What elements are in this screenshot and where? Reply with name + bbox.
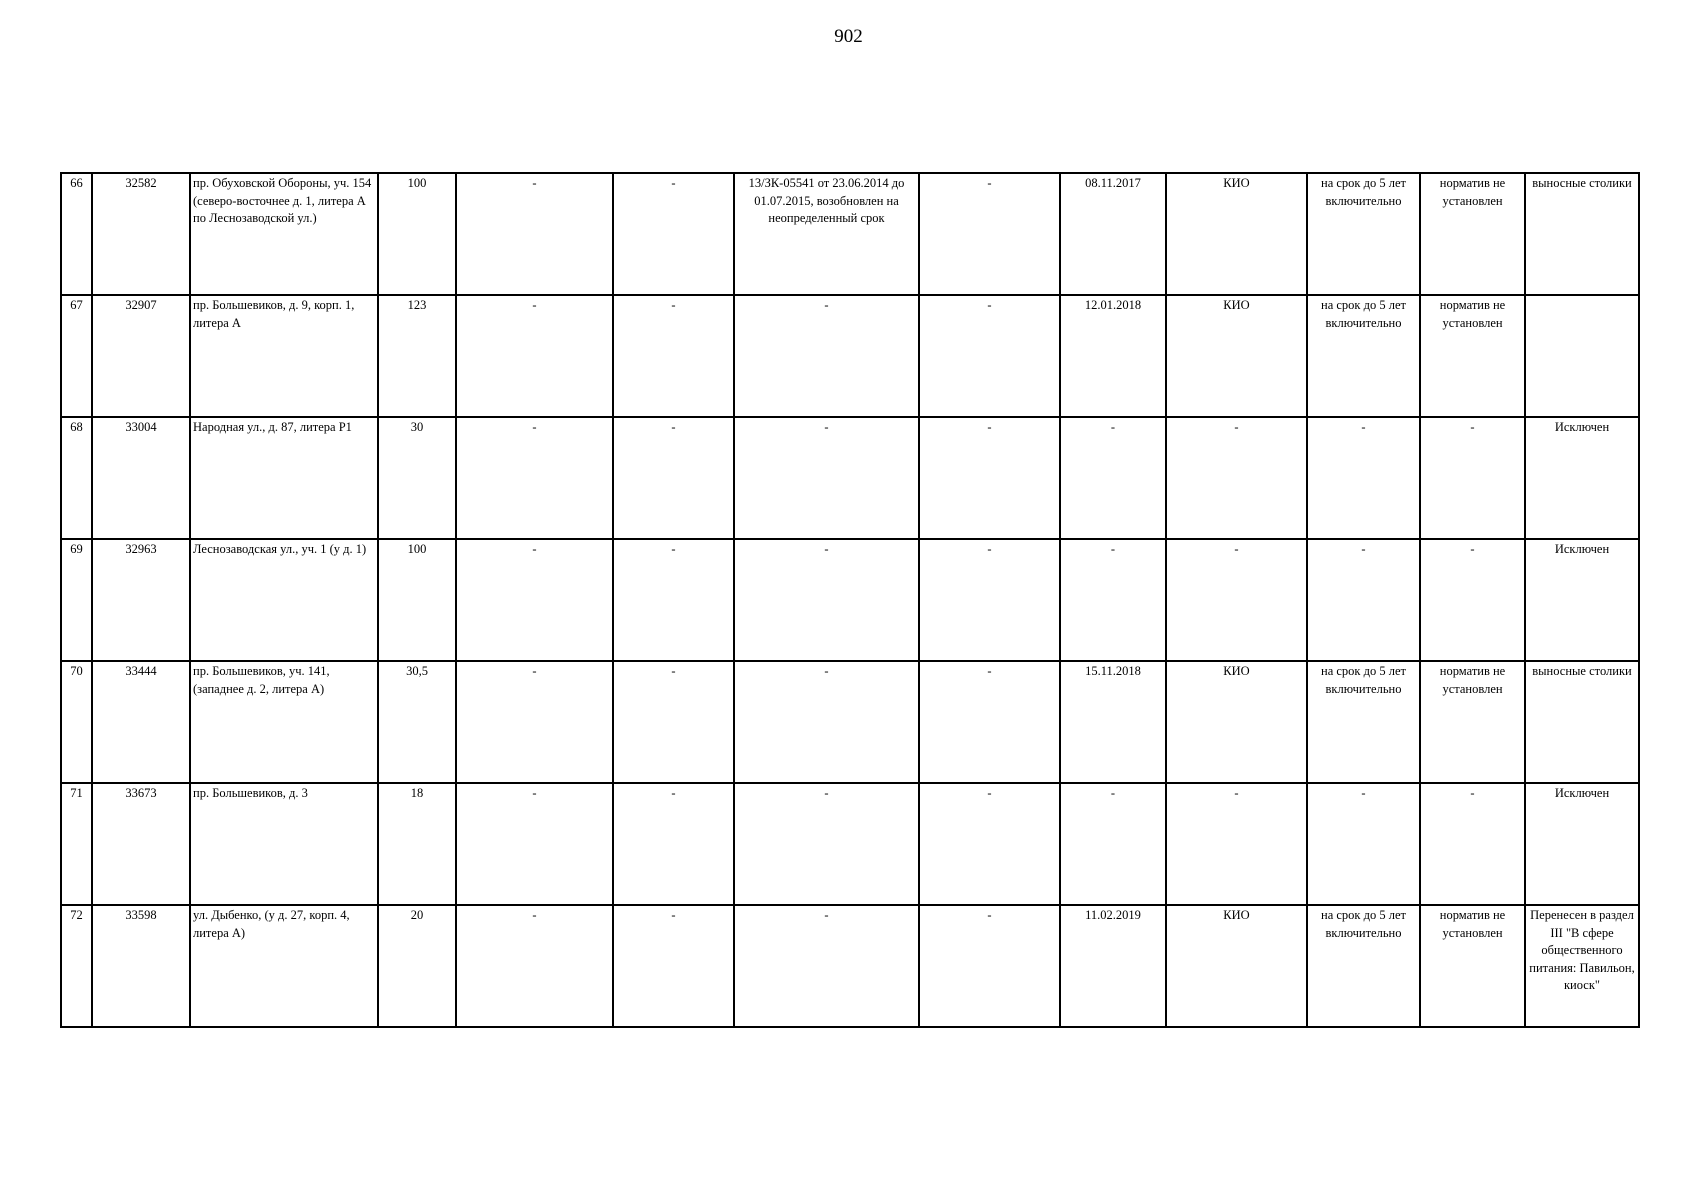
cell-date: - <box>1060 783 1166 905</box>
cell-area: 123 <box>378 295 456 417</box>
cell-note: Исключен <box>1525 783 1639 905</box>
cell-col5: - <box>456 539 613 661</box>
cell-organization: КИО <box>1166 173 1307 295</box>
cell-object-id: 32907 <box>92 295 190 417</box>
cell-object-id: 33444 <box>92 661 190 783</box>
cell-contract: 13/ЗК-05541 от 23.06.2014 до 01.07.2015, возобновлен на неопределенный срок <box>734 173 919 295</box>
cell-col6: - <box>613 539 734 661</box>
table-row <box>61 661 1639 783</box>
cell-organization: КИО <box>1166 661 1307 783</box>
cell-col8: - <box>919 417 1060 539</box>
cell-note: выносные столики <box>1525 661 1639 783</box>
cell-object-id: 32582 <box>92 173 190 295</box>
cell-col5: - <box>456 783 613 905</box>
cell-address: пр. Большевиков, уч. 141, (западнее д. 2, литера А) <box>190 661 378 783</box>
cell-area: 100 <box>378 173 456 295</box>
cell-object-id: 33004 <box>92 417 190 539</box>
cell-term: на срок до 5 лет включительно <box>1307 295 1420 417</box>
table-row <box>61 905 1639 1027</box>
cell-contract: - <box>734 295 919 417</box>
table-row <box>61 295 1639 417</box>
cell-col8: - <box>919 173 1060 295</box>
cell-row-number: 70 <box>61 661 92 783</box>
cell-address: пр. Большевиков, д. 9, корп. 1, литера А <box>190 295 378 417</box>
cell-term: на срок до 5 лет включительно <box>1307 661 1420 783</box>
cell-col6: - <box>613 295 734 417</box>
cell-contract: - <box>734 661 919 783</box>
page-number: 902 <box>834 26 863 47</box>
cell-date: 15.11.2018 <box>1060 661 1166 783</box>
cell-norm: - <box>1420 417 1525 539</box>
cell-organization: - <box>1166 417 1307 539</box>
table-body <box>61 173 1639 1027</box>
cell-norm: - <box>1420 539 1525 661</box>
cell-object-id: 33598 <box>92 905 190 1027</box>
cell-date: - <box>1060 539 1166 661</box>
cell-area: 20 <box>378 905 456 1027</box>
cell-note: Исключен <box>1525 417 1639 539</box>
cell-date: 08.11.2017 <box>1060 173 1166 295</box>
cell-col5: - <box>456 173 613 295</box>
cell-col6: - <box>613 661 734 783</box>
cell-norm: норматив не установлен <box>1420 661 1525 783</box>
cell-date: 11.02.2019 <box>1060 905 1166 1027</box>
cell-address: ул. Дыбенко, (у д. 27, корп. 4, литера А) <box>190 905 378 1027</box>
table-row <box>61 417 1639 539</box>
cell-term: на срок до 5 лет включительно <box>1307 905 1420 1027</box>
cell-organization: - <box>1166 539 1307 661</box>
table-row <box>61 173 1639 295</box>
cell-contract: - <box>734 417 919 539</box>
cell-term: на срок до 5 лет включительно <box>1307 173 1420 295</box>
cell-date: 12.01.2018 <box>1060 295 1166 417</box>
cell-contract: - <box>734 539 919 661</box>
cell-row-number: 71 <box>61 783 92 905</box>
cell-note: Исключен <box>1525 539 1639 661</box>
registry-table <box>60 172 1640 1028</box>
cell-address: пр. Большевиков, д. 3 <box>190 783 378 905</box>
cell-norm: - <box>1420 783 1525 905</box>
cell-col6: - <box>613 783 734 905</box>
cell-note <box>1525 295 1639 417</box>
cell-norm: норматив не установлен <box>1420 905 1525 1027</box>
cell-note: Перенесен в раздел III "В сфере общественного питания: Павильон, киоск" <box>1525 905 1639 1027</box>
cell-col8: - <box>919 905 1060 1027</box>
cell-date: - <box>1060 417 1166 539</box>
cell-term: - <box>1307 783 1420 905</box>
cell-row-number: 68 <box>61 417 92 539</box>
cell-col6: - <box>613 173 734 295</box>
cell-term: - <box>1307 539 1420 661</box>
cell-address: Народная ул., д. 87, литера Р1 <box>190 417 378 539</box>
cell-area: 30,5 <box>378 661 456 783</box>
cell-row-number: 66 <box>61 173 92 295</box>
cell-address: Леснозаводская ул., уч. 1 (у д. 1) <box>190 539 378 661</box>
cell-address: пр. Обуховской Обороны, уч. 154 (северо-восточнее д. 1, литера А по Леснозаводской ул.) <box>190 173 378 295</box>
cell-contract: - <box>734 905 919 1027</box>
cell-col5: - <box>456 417 613 539</box>
cell-organization: КИО <box>1166 905 1307 1027</box>
cell-area: 18 <box>378 783 456 905</box>
cell-col8: - <box>919 783 1060 905</box>
cell-col5: - <box>456 295 613 417</box>
cell-area: 30 <box>378 417 456 539</box>
cell-contract: - <box>734 783 919 905</box>
table-row <box>61 539 1639 661</box>
cell-col5: - <box>456 905 613 1027</box>
cell-col5: - <box>456 661 613 783</box>
cell-col6: - <box>613 905 734 1027</box>
cell-term: - <box>1307 417 1420 539</box>
cell-col8: - <box>919 539 1060 661</box>
cell-col8: - <box>919 661 1060 783</box>
cell-norm: норматив не установлен <box>1420 295 1525 417</box>
cell-norm: норматив не установлен <box>1420 173 1525 295</box>
cell-object-id: 32963 <box>92 539 190 661</box>
cell-row-number: 72 <box>61 905 92 1027</box>
cell-col6: - <box>613 417 734 539</box>
cell-note: выносные столики <box>1525 173 1639 295</box>
cell-row-number: 67 <box>61 295 92 417</box>
cell-area: 100 <box>378 539 456 661</box>
cell-col8: - <box>919 295 1060 417</box>
cell-organization: - <box>1166 783 1307 905</box>
cell-object-id: 33673 <box>92 783 190 905</box>
table-row <box>61 783 1639 905</box>
cell-organization: КИО <box>1166 295 1307 417</box>
cell-row-number: 69 <box>61 539 92 661</box>
